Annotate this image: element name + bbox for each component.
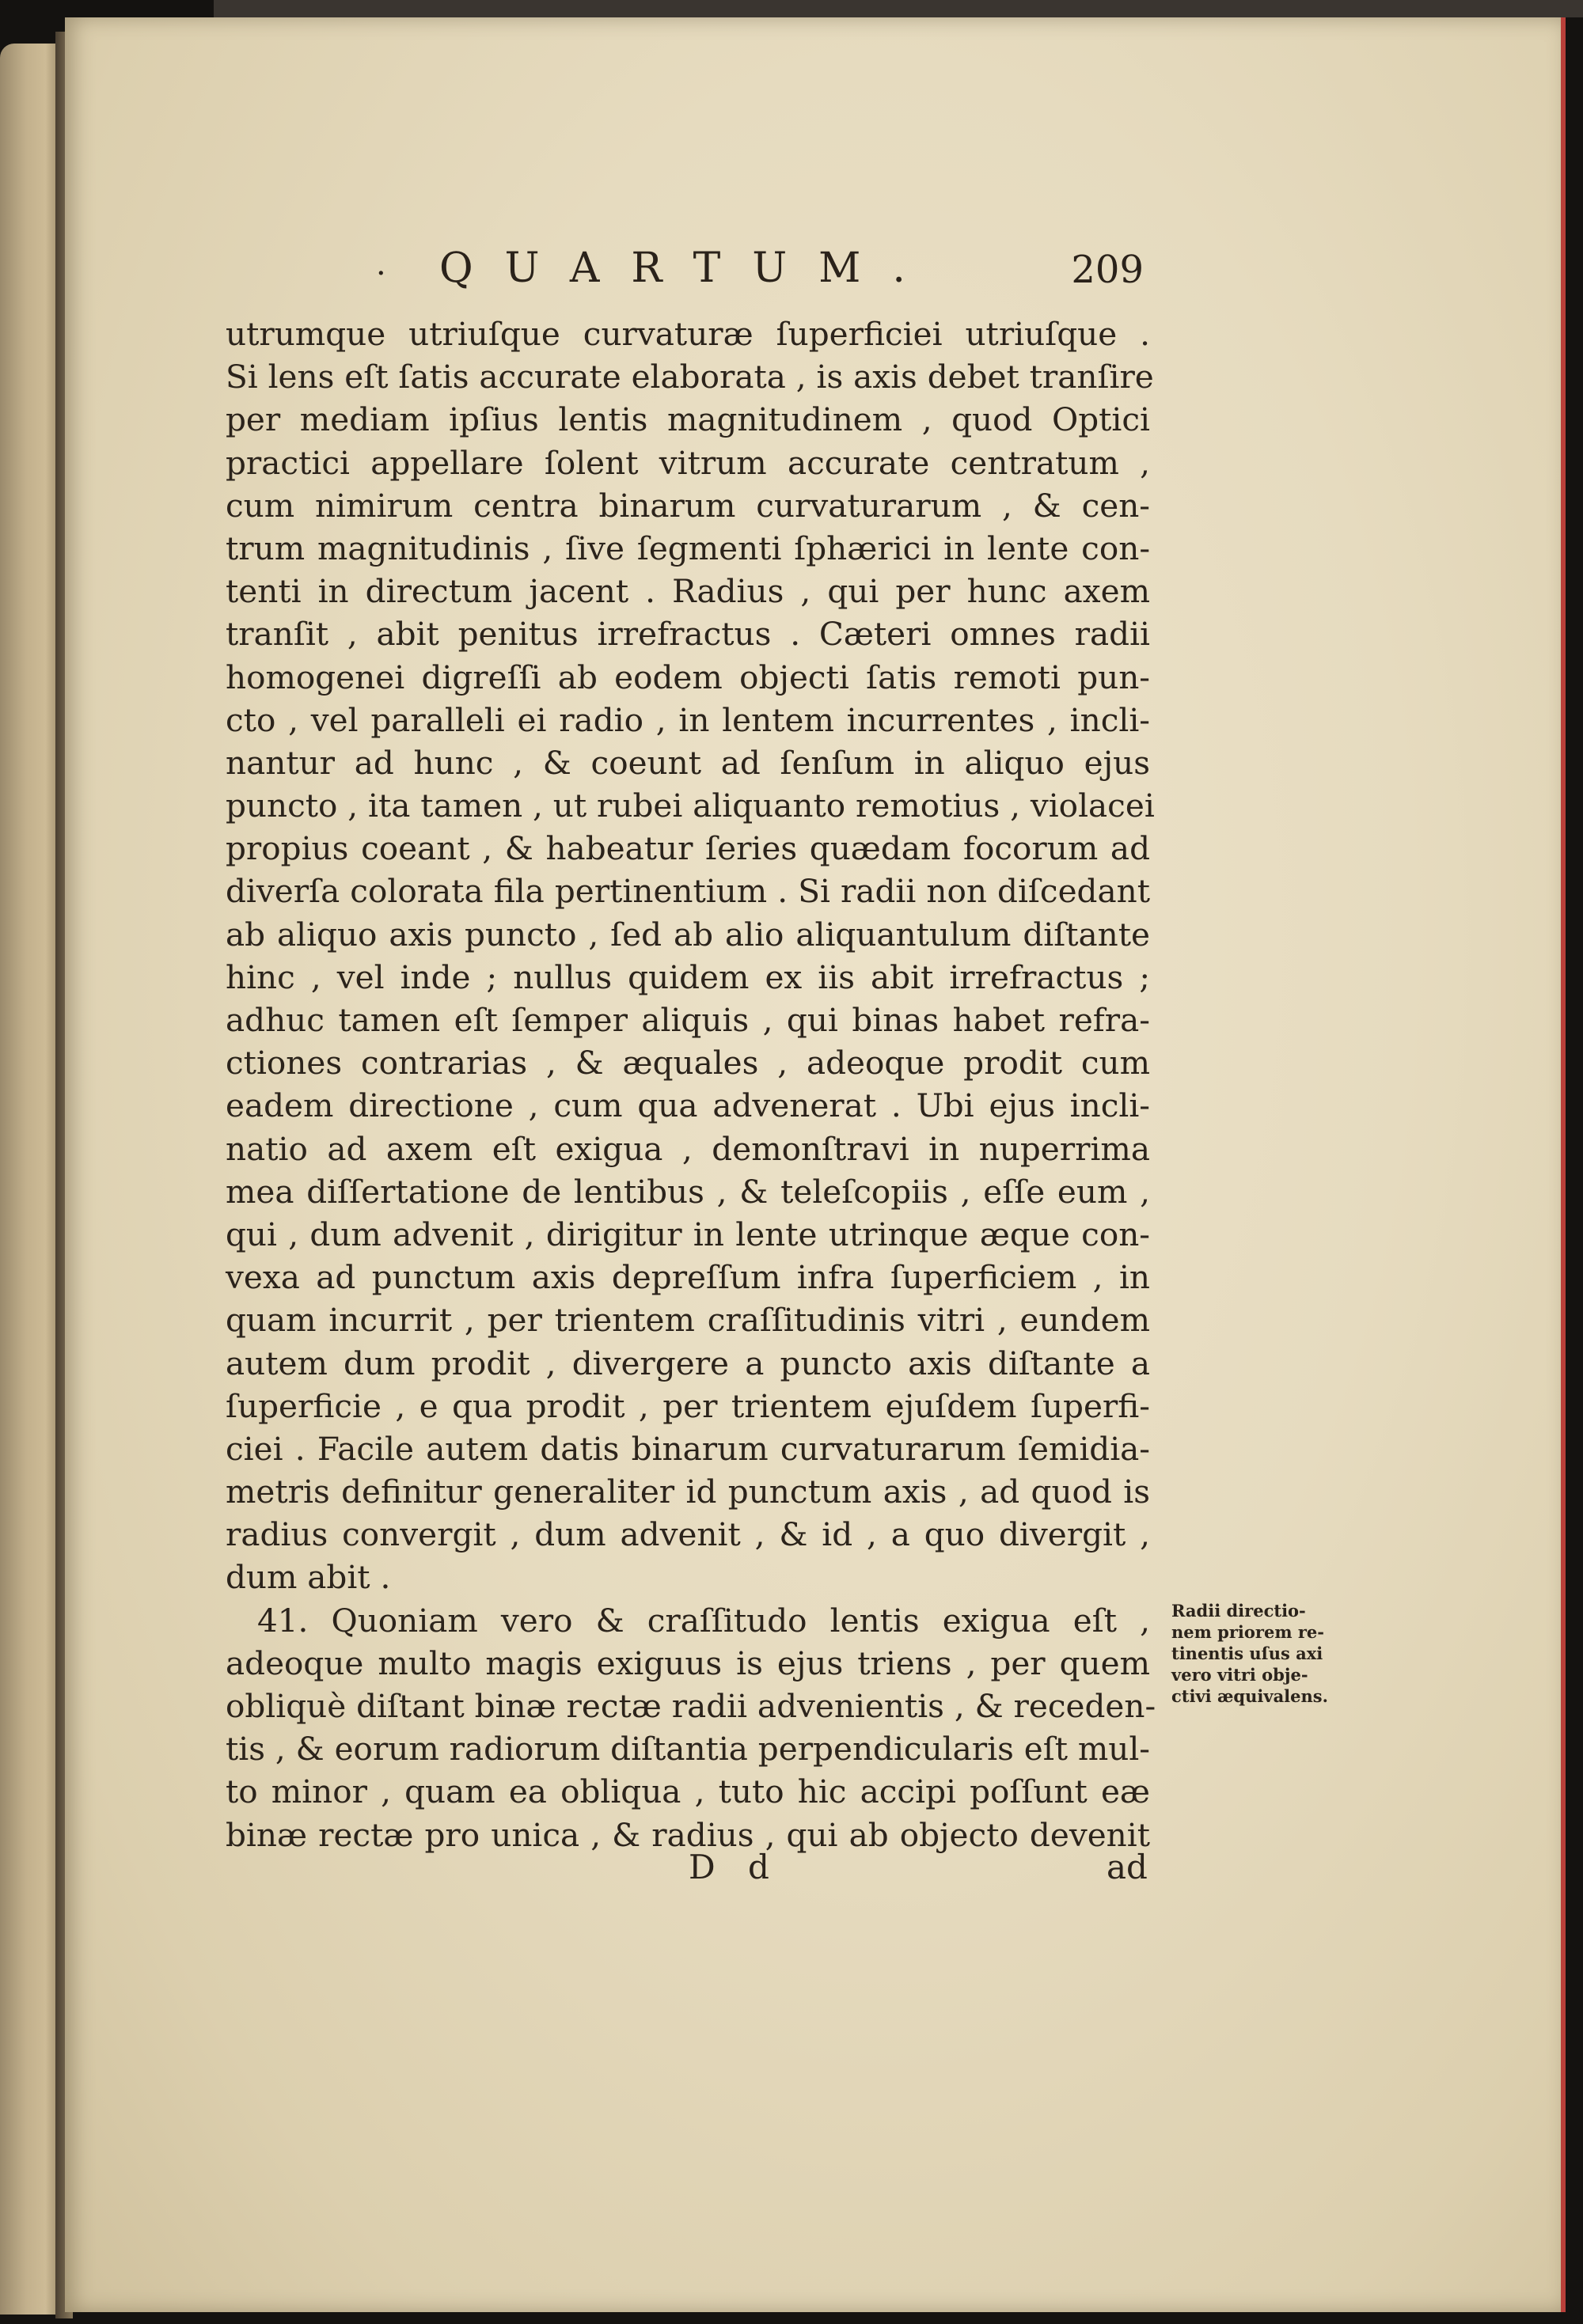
text-line: mea diſſertatione de lentibus , & teleſcopiis , eſſe eum , bbox=[226, 1172, 1150, 1211]
text-line: diverſa colorata fila pertinentium . Si radii non diſcedant bbox=[226, 872, 1150, 911]
paragraph-41-line: 41. Quoniam vero & craſſitudo lentis exigua eſt , bbox=[257, 1601, 1150, 1640]
margin-note-line: vero vitri obje- bbox=[1171, 1665, 1308, 1685]
margin-note-line: Radii directio- bbox=[1171, 1601, 1306, 1621]
paragraph-41-line: binæ rectæ pro unica , & radius , qui ab objecto devenit bbox=[226, 1815, 1150, 1854]
paragraph-41-line: to minor , quam ea obliqua , tuto hic accipi poſſunt eæ bbox=[226, 1772, 1150, 1811]
text-line: radius convergit , dum advenit , & id , a quo divergit , bbox=[226, 1515, 1150, 1554]
text-line: ctiones contrarias , & æquales , adeoque prodit cum bbox=[226, 1044, 1150, 1082]
page-number: 209 bbox=[1071, 248, 1144, 292]
margin-note-line: nem priorem re- bbox=[1171, 1622, 1324, 1642]
text-line: cum nimirum centra binarum curvaturarum , & cen- bbox=[226, 486, 1150, 525]
text-line: ſuperficie , e qua prodit , per trientem ejuſdem ſuperfi- bbox=[226, 1386, 1150, 1425]
margin-note-line: tinentis uſus axi bbox=[1171, 1643, 1323, 1663]
signature-mark: D d bbox=[689, 1848, 780, 1886]
text-line: nantur ad hunc , & coeunt ad ſenſum in aliquo ejus bbox=[226, 743, 1150, 782]
text-line: propius coeant , & habeatur ſeries quædam focorum ad bbox=[226, 829, 1150, 868]
text-line: puncto , ita tamen , ut rubei aliquanto remotius , violacei bbox=[226, 787, 1155, 825]
top-edge-strip bbox=[214, 0, 1583, 17]
running-head-title: QUARTUM. bbox=[439, 245, 937, 292]
text-line: hinc , vel inde ; nullus quidem ex iis abit irrefractus ; bbox=[226, 957, 1150, 996]
margin-note bbox=[1171, 1600, 1338, 1707]
page-body bbox=[226, 313, 1156, 1856]
text-line: metris definitur generaliter id punctum axis , ad quod is bbox=[226, 1473, 1150, 1511]
text-line: trum magnitudinis , ſive ſegmenti ſphærici in lente con- bbox=[226, 529, 1150, 567]
text-line: ciei . Facile autem datis binarum curvaturarum ſemidia- bbox=[226, 1429, 1150, 1468]
text-line: adhuc tamen eſt ſemper aliquis , qui binas habet refra- bbox=[226, 1001, 1150, 1039]
paragraph-41-line: tis , & eorum radiorum diſtantia perpendicularis eſt mul- bbox=[226, 1730, 1150, 1769]
paragraph-41-line: adeoque multo magis exiguus is ejus triens , per quem bbox=[226, 1643, 1150, 1682]
text-line: vexa ad punctum axis depreſſum infra ſuperficiem , in bbox=[226, 1258, 1150, 1297]
text-line: ab aliquo axis puncto , ſed ab alio aliquantulum diſtante bbox=[226, 915, 1150, 953]
text-line: autem dum prodit , divergere a puncto axis diſtante a bbox=[226, 1344, 1150, 1382]
text-line: Si lens eſt ſatis accurate elaborata , is axis debet tranſire bbox=[226, 358, 1154, 396]
text-line: cto , vel paralleli ei radio , in lentem incurrentes , incli- bbox=[226, 700, 1150, 739]
text-line: utrumque utriuſque curvaturæ ſuperficiei utriuſque . bbox=[226, 315, 1150, 353]
margin-note-line: ctivi æquivalens. bbox=[1171, 1686, 1328, 1706]
text-line: tenti in directum jacent . Radius , qui per hunc axem bbox=[226, 572, 1150, 611]
text-line: qui , dum advenit , dirigitur in lente utrinque æque con- bbox=[226, 1215, 1150, 1253]
text-line: quam incurrit , per trientem craſſitudinis vitri , eundem bbox=[226, 1301, 1150, 1340]
paragraph-41-line: obliquè diſtant binæ rectæ radii advenientis , & receden- bbox=[226, 1687, 1156, 1725]
text-line: homogenei digreſſi ab eodem objecti ſatis remoti pun- bbox=[226, 658, 1150, 696]
text-line: dum abit . bbox=[226, 1558, 391, 1597]
text-line: tranſit , abit penitus irrefractus . Cæteri omnes radii bbox=[226, 615, 1150, 654]
text-line: eadem directione , cum qua advenerat . Ubi ejus incli- bbox=[226, 1086, 1150, 1125]
text-line: practici appellare ſolent vitrum accurate centratum , bbox=[226, 443, 1150, 482]
running-head-dot: · bbox=[376, 256, 386, 292]
catchword: ad bbox=[1107, 1848, 1148, 1886]
text-line: natio ad axem eſt exigua , demonſtravi in nuperrima bbox=[226, 1129, 1150, 1168]
text-line: per mediam ipſius lentis magnitudinem , quod Optici bbox=[226, 400, 1150, 439]
running-head bbox=[226, 241, 1144, 305]
